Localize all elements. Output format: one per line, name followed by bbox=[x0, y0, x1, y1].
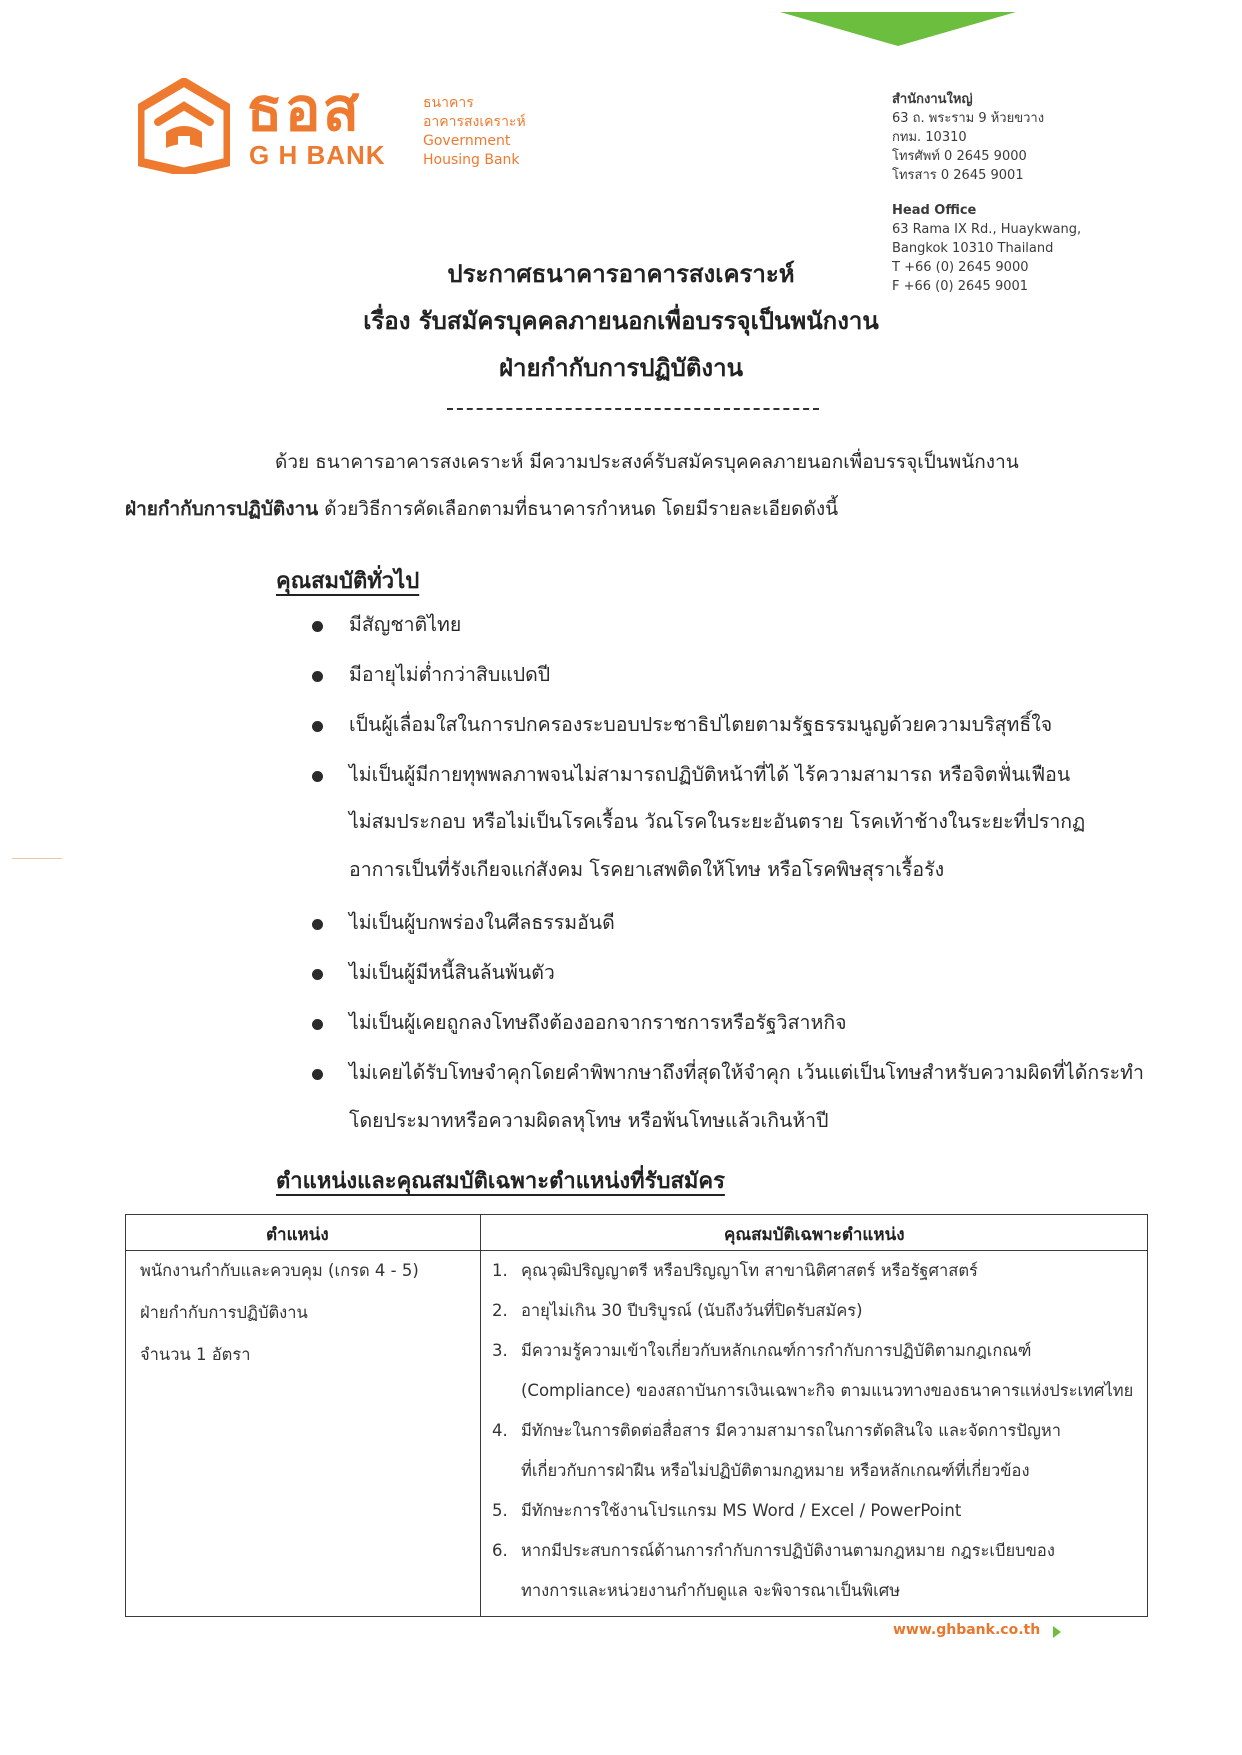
general-item: ไม่เป็นผู้มีกายทุพพลภาพจนไม่สามารถปฏิบัติหน้าที่ได้ ไร้ความสามารถ หรือจิตฟั่นเฟือน bbox=[349, 763, 1071, 786]
head-office-english-line: Bangkok 10310 Thailand bbox=[892, 241, 1054, 256]
positions-table bbox=[125, 1214, 1148, 1617]
qualification-text: มีความรู้ความเข้าใจเกี่ยวกับหลักเกณฑ์การกำกับการปฏิบัติตามกฎเกณฑ์ bbox=[521, 1341, 1032, 1360]
head-office-thai-line: กทม. 10310 bbox=[892, 130, 967, 145]
position-count: จำนวน 1 อัตรา bbox=[140, 1345, 251, 1364]
qualification-number: 5. bbox=[492, 1501, 508, 1520]
bullet-icon bbox=[312, 1019, 323, 1030]
announcement-title: ประกาศธนาคารอาคารสงเคราะห์ bbox=[447, 260, 795, 288]
table-header-position: ตำแหน่ง bbox=[266, 1225, 329, 1245]
logo-thai-wordmark: ธอส bbox=[246, 75, 362, 145]
qualification-text: คุณวุฒิปริญญาตรี หรือปริญญาโท สาขานิติศาสตร์ หรือรัฐศาสตร์ bbox=[521, 1261, 978, 1280]
general-item: เป็นผู้เลื่อมใสในการปกครองระบอบประชาธิปไตยตามรัฐธรรมนูญด้วยความบริสุทธิ์ใจ bbox=[349, 713, 1053, 736]
head-office-english-line: T +66 (0) 2645 9000 bbox=[892, 260, 1029, 275]
qualification-number: 2. bbox=[492, 1301, 508, 1320]
header-green-tab bbox=[780, 12, 1016, 46]
bullet-icon bbox=[312, 721, 323, 732]
bullet-icon bbox=[312, 621, 323, 632]
logo-english-wordmark: G H BANK bbox=[249, 140, 386, 170]
position-department: ฝ่ายกำกับการปฏิบัติงาน bbox=[140, 1303, 308, 1322]
qualification-text: หากมีประสบการณ์ด้านการกำกับการปฏิบัติงานตามกฎหมาย กฎระเบียบของ bbox=[521, 1541, 1055, 1560]
intro-line-1: ด้วย ธนาคารอาคารสงเคราะห์ มีความประสงค์รับสมัครบุคคลภายนอกเพื่อบรรจุเป็นพนักงาน bbox=[275, 451, 1019, 473]
general-item-continuation: โดยประมาทหรือความผิดลหุโทษ หรือพ้นโทษแล้วเกินห้าปี bbox=[349, 1109, 829, 1132]
head-office-thai bbox=[892, 90, 1044, 185]
logo-subtitle-line: Government bbox=[423, 133, 511, 149]
intro-line-2-rest: ด้วยวิธีการคัดเลือกตามที่ธนาคารกำหนด โดยมีรายละเอียดดังนี้ bbox=[318, 498, 839, 520]
title-separator bbox=[447, 408, 819, 410]
logo-subtitle-line: ธนาคาร bbox=[423, 95, 474, 111]
footer-website-link[interactable]: www.ghbank.co.th bbox=[893, 1622, 1041, 1638]
margin-mark bbox=[12, 858, 62, 859]
head-office-english-title: Head Office bbox=[892, 203, 977, 218]
general-item-continuation: ไม่สมประกอบ หรือไม่เป็นโรคเรื้อน วัณโรคในระยะอันตราย โรคเท้าช้างในระยะที่ปรากฏ bbox=[349, 810, 1086, 833]
general-item-continuation: อาการเป็นที่รังเกียจแก่สังคม โรคยาเสพติดให้โทษ หรือโรคพิษสุราเรื้อรัง bbox=[349, 858, 945, 881]
intro-department-bold: ฝ่ายกำกับการปฏิบัติงาน bbox=[125, 498, 319, 520]
qualification-number: 3. bbox=[492, 1341, 508, 1360]
qualification-text: มีทักษะการใช้งานโปรแกรม MS Word / Excel / PowerPoint bbox=[521, 1501, 962, 1520]
logo-subtitle bbox=[423, 94, 526, 170]
general-item: มีอายุไม่ต่ำกว่าสิบแปดปี bbox=[349, 663, 551, 686]
general-qualifications-heading: คุณสมบัติทั่วไป bbox=[276, 569, 420, 594]
bullet-icon bbox=[312, 969, 323, 980]
qualification-number: 4. bbox=[492, 1421, 508, 1440]
table-header-divider bbox=[126, 1250, 1147, 1251]
bullet-icon bbox=[312, 671, 323, 682]
qualification-text: มีทักษะในการติดต่อสื่อสาร มีความสามารถในการตัดสินใจ และจัดการปัญหา bbox=[521, 1421, 1062, 1440]
head-office-thai-line: 63 ถ. พระราม 9 ห้วยขวาง bbox=[892, 111, 1045, 126]
positions-heading: ตำแหน่งและคุณสมบัติเฉพาะตำแหน่งที่รับสมัคร bbox=[276, 1169, 725, 1194]
general-item: มีสัญชาติไทย bbox=[349, 613, 462, 636]
general-item: ไม่เคยได้รับโทษจำคุกโดยคำพิพากษาถึงที่สุดให้จำคุก เว้นแต่เป็นโทษสำหรับความผิดที่ได้กระทำ bbox=[349, 1061, 1144, 1084]
logo-subtitle-line: Housing Bank bbox=[423, 152, 520, 168]
qualification-number: 1. bbox=[492, 1261, 508, 1280]
table-header-qualifications: คุณสมบัติเฉพาะตำแหน่ง bbox=[724, 1225, 905, 1245]
announcement-department: ฝ่ายกำกับการปฏิบัติงาน bbox=[498, 354, 744, 382]
head-office-thai-title: สำนักงานใหญ่ bbox=[892, 92, 973, 107]
general-item: ไม่เป็นผู้มีหนี้สินล้นพ้นตัว bbox=[349, 961, 555, 984]
ghbank-logo-icon bbox=[138, 78, 230, 174]
general-item: ไม่เป็นผู้บกพร่องในศีลธรรมอันดี bbox=[349, 911, 615, 934]
bullet-icon bbox=[312, 1069, 323, 1080]
qualification-text-continuation: ที่เกี่ยวกับการฝ่าฝืน หรือไม่ปฏิบัติตามกฎหมาย หรือหลักเกณฑ์ที่เกี่ยวข้อง bbox=[521, 1461, 1030, 1480]
intro-line-2 bbox=[125, 494, 838, 524]
announcement-subject: เรื่อง รับสมัครบุคคลภายนอกเพื่อบรรจุเป็นพนักงาน bbox=[363, 307, 879, 335]
table-column-divider bbox=[480, 1215, 481, 1616]
bullet-icon bbox=[312, 771, 323, 782]
qualification-text-continuation: ทางการและหน่วยงานกำกับดูแล จะพิจารณาเป็นพิเศษ bbox=[521, 1581, 901, 1600]
play-arrow-icon bbox=[1053, 1626, 1061, 1638]
qualification-text: อายุไม่เกิน 30 ปีบริบูรณ์ (นับถึงวันที่ปิดรับสมัคร) bbox=[521, 1301, 863, 1320]
head-office-english-line: 63 Rama IX Rd., Huaykwang, bbox=[892, 222, 1082, 237]
position-title: พนักงานกำกับและควบคุม (เกรด 4 - 5) bbox=[140, 1261, 419, 1280]
bullet-icon bbox=[312, 919, 323, 930]
general-item: ไม่เป็นผู้เคยถูกลงโทษถึงต้องออกจากราชการหรือรัฐวิสาหกิจ bbox=[349, 1011, 847, 1034]
head-office-english-line: F +66 (0) 2645 9001 bbox=[892, 279, 1029, 294]
head-office-thai-line: โทรศัพท์ 0 2645 9000 bbox=[892, 149, 1027, 164]
logo-subtitle-line: อาคารสงเคราะห์ bbox=[423, 114, 526, 130]
head-office-thai-line: โทรสาร 0 2645 9001 bbox=[892, 168, 1024, 183]
qualification-number: 6. bbox=[492, 1541, 508, 1560]
qualification-text-continuation: (Compliance) ของสถาบันการเงินเฉพาะกิจ ตามแนวทางของธนาคารแห่งประเทศไทย bbox=[521, 1381, 1134, 1400]
